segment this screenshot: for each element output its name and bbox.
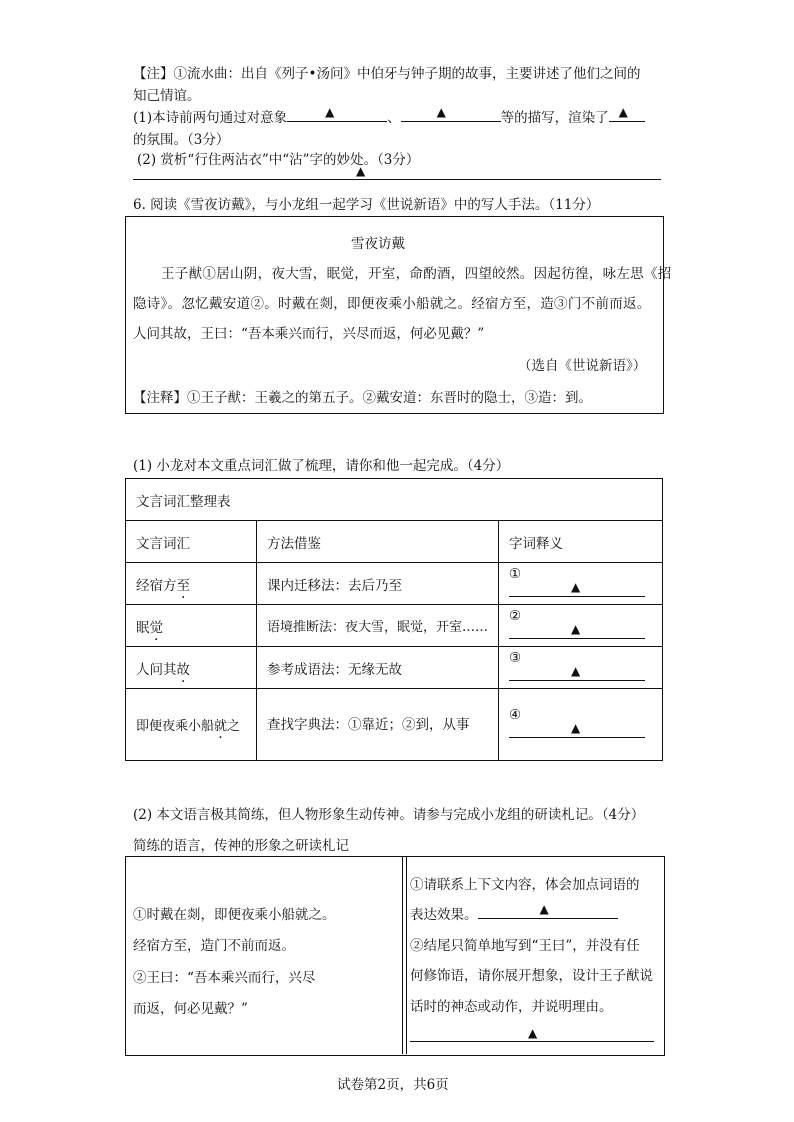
answer-blank[interactable] [509,666,645,681]
triangle-marker-icon: ▲ [618,105,628,119]
note-line-2: 知己情谊。 [133,88,201,104]
triangle-marker-icon: ▲ [571,664,581,678]
vocab-word: 即便夜乘小船就之 [126,689,257,761]
answer-cell[interactable] [499,605,663,647]
table-row [126,563,663,605]
passage-source: （选自《世说新语》） [518,358,647,374]
question-6-1-prompt: (1) 小龙对本文重点词汇做了梳理，请你和他一起完成。（4分） [133,458,510,474]
method-cell: 查找字典法：①靠近；②到，从事 [257,689,499,761]
triangle-marker-icon: ▲ [571,580,581,594]
notes-right-4: 何修饰语，请你展开想象，设计王子猷说 [410,968,653,984]
table-title: 文言词汇整理表 [126,479,663,521]
passage-notes: 【注释】①王子猷：王羲之的第五子。②戴安道：东晋时的隐士，③造：到。 [133,390,592,406]
answer-blank[interactable] [509,624,645,639]
vocab-word: 眠觉 [126,605,257,647]
notes-right-2: 表达效果。 ▲ [410,903,618,923]
answer-blank[interactable] [478,904,618,919]
answer-number: ④ [509,707,522,723]
passage-line-3: 人问其故，王曰：“吾本乘兴而行，兴尽而返，何必见戴？” [133,326,485,342]
answer-number: ③ [509,650,522,666]
answer-blank[interactable] [287,107,387,122]
answer-number: ① [509,566,522,582]
answer-cell[interactable] [499,647,663,689]
answer-blank[interactable] [401,107,501,122]
passage-title: 雪夜访戴 [351,236,405,252]
method-cell: 参考成语法：无缘无故 [257,647,499,689]
question-5-1 [133,106,645,126]
table-header: 方法借鉴 [257,521,499,563]
question-5-2: (2) 赏析“行住两沾衣”中“沾”字的妙处。（3分） [137,152,420,168]
triangle-marker-icon: ▲ [539,902,549,916]
notes-left-1: ①时戴在剡，即便夜乘小船就之。 [133,907,336,923]
triangle-marker-icon: ▲ [356,164,366,178]
answer-cell[interactable] [499,689,663,761]
vocab-table [125,478,663,761]
dotted-char: 至 [176,577,190,594]
dotted-char: 就 [214,719,228,734]
triangle-marker-icon: ▲ [528,1026,538,1040]
table-header: 文言词汇 [126,521,257,563]
dotted-char: 故 [176,661,190,678]
page-footer: 试卷第2页，共6页 [337,1077,449,1093]
notes-right-3: ②结尾只简单地写到“王曰”，并没有任 [410,938,640,954]
answer-blank[interactable] [609,107,645,122]
answer-blank[interactable] [509,582,645,597]
vocab-word: 人问其故 [126,647,257,689]
answer-line[interactable] [133,178,661,180]
question-6-2-prompt: (2) 本文语言极其简练，但人物形象生动传神。请参与完成小龙组的研读札记。（4分） [133,807,645,823]
answer-line[interactable] [410,1040,654,1042]
notes-left-2: 经宿方至，造门不前而返。 [133,938,295,954]
table-row [126,605,663,647]
notes-subtitle: 简练的语言，传神的形象之研读札记 [133,838,349,854]
answer-cell[interactable] [499,563,663,605]
triangle-marker-icon: ▲ [325,105,335,119]
notes-left-3: ②王曰：“吾本乘兴而行，兴尽 [133,970,316,986]
column-divider [402,856,403,1054]
table-row [126,689,663,761]
triangle-marker-icon: ▲ [571,622,581,636]
column-divider [406,856,407,1054]
dotted-char: 觉 [149,619,163,636]
question-6-title: 6. 阅读《雪夜访戴》，与小龙组一起学习《世说新语》中的写人手法。（11分） [133,197,600,213]
answer-blank[interactable] [509,723,645,738]
q5-1-text-b: 等的描写，渲染了 [500,110,609,126]
note-line-1: 【注】①流水曲：出自《列子•汤问》中伯牙与钟子期的故事，主要讲述了他们之间的 [133,66,641,82]
vocab-word: 经宿方至 [126,563,257,605]
passage-line-2: 隐诗》。忽忆戴安道②。时戴在剡，即便夜乘小船就之。经宿方至，造③门不前而返。 [133,296,651,312]
method-cell: 课内迁移法：去后乃至 [257,563,499,605]
table-header: 字词释义 [499,521,663,563]
q5-1-text-a: (1)本诗前两句通过对意象 [133,110,288,126]
notes-right-1: ①请联系上下文内容，体会加点词语的 [410,877,640,893]
q5-1-text-c: 的氛围。（3分） [133,132,230,148]
triangle-marker-icon: ▲ [436,105,446,119]
notes-left-4: 而返，何必见戴？” [133,1001,248,1017]
triangle-marker-icon: ▲ [571,721,581,735]
table-row [126,647,663,689]
notes-right-5: 话时的神态或动作，并说明理由。 [410,999,613,1015]
q5-1-sep: 、 [387,110,401,126]
answer-number: ② [509,608,522,624]
method-cell: 语境推断法：夜大雪，眠觉，开室…… [257,605,499,647]
passage-line-1: 王子猷①居山阴，夜大雪，眠觉，开室，命酌酒，四望皎然。因起彷徨，咏左思《招 [161,266,672,282]
